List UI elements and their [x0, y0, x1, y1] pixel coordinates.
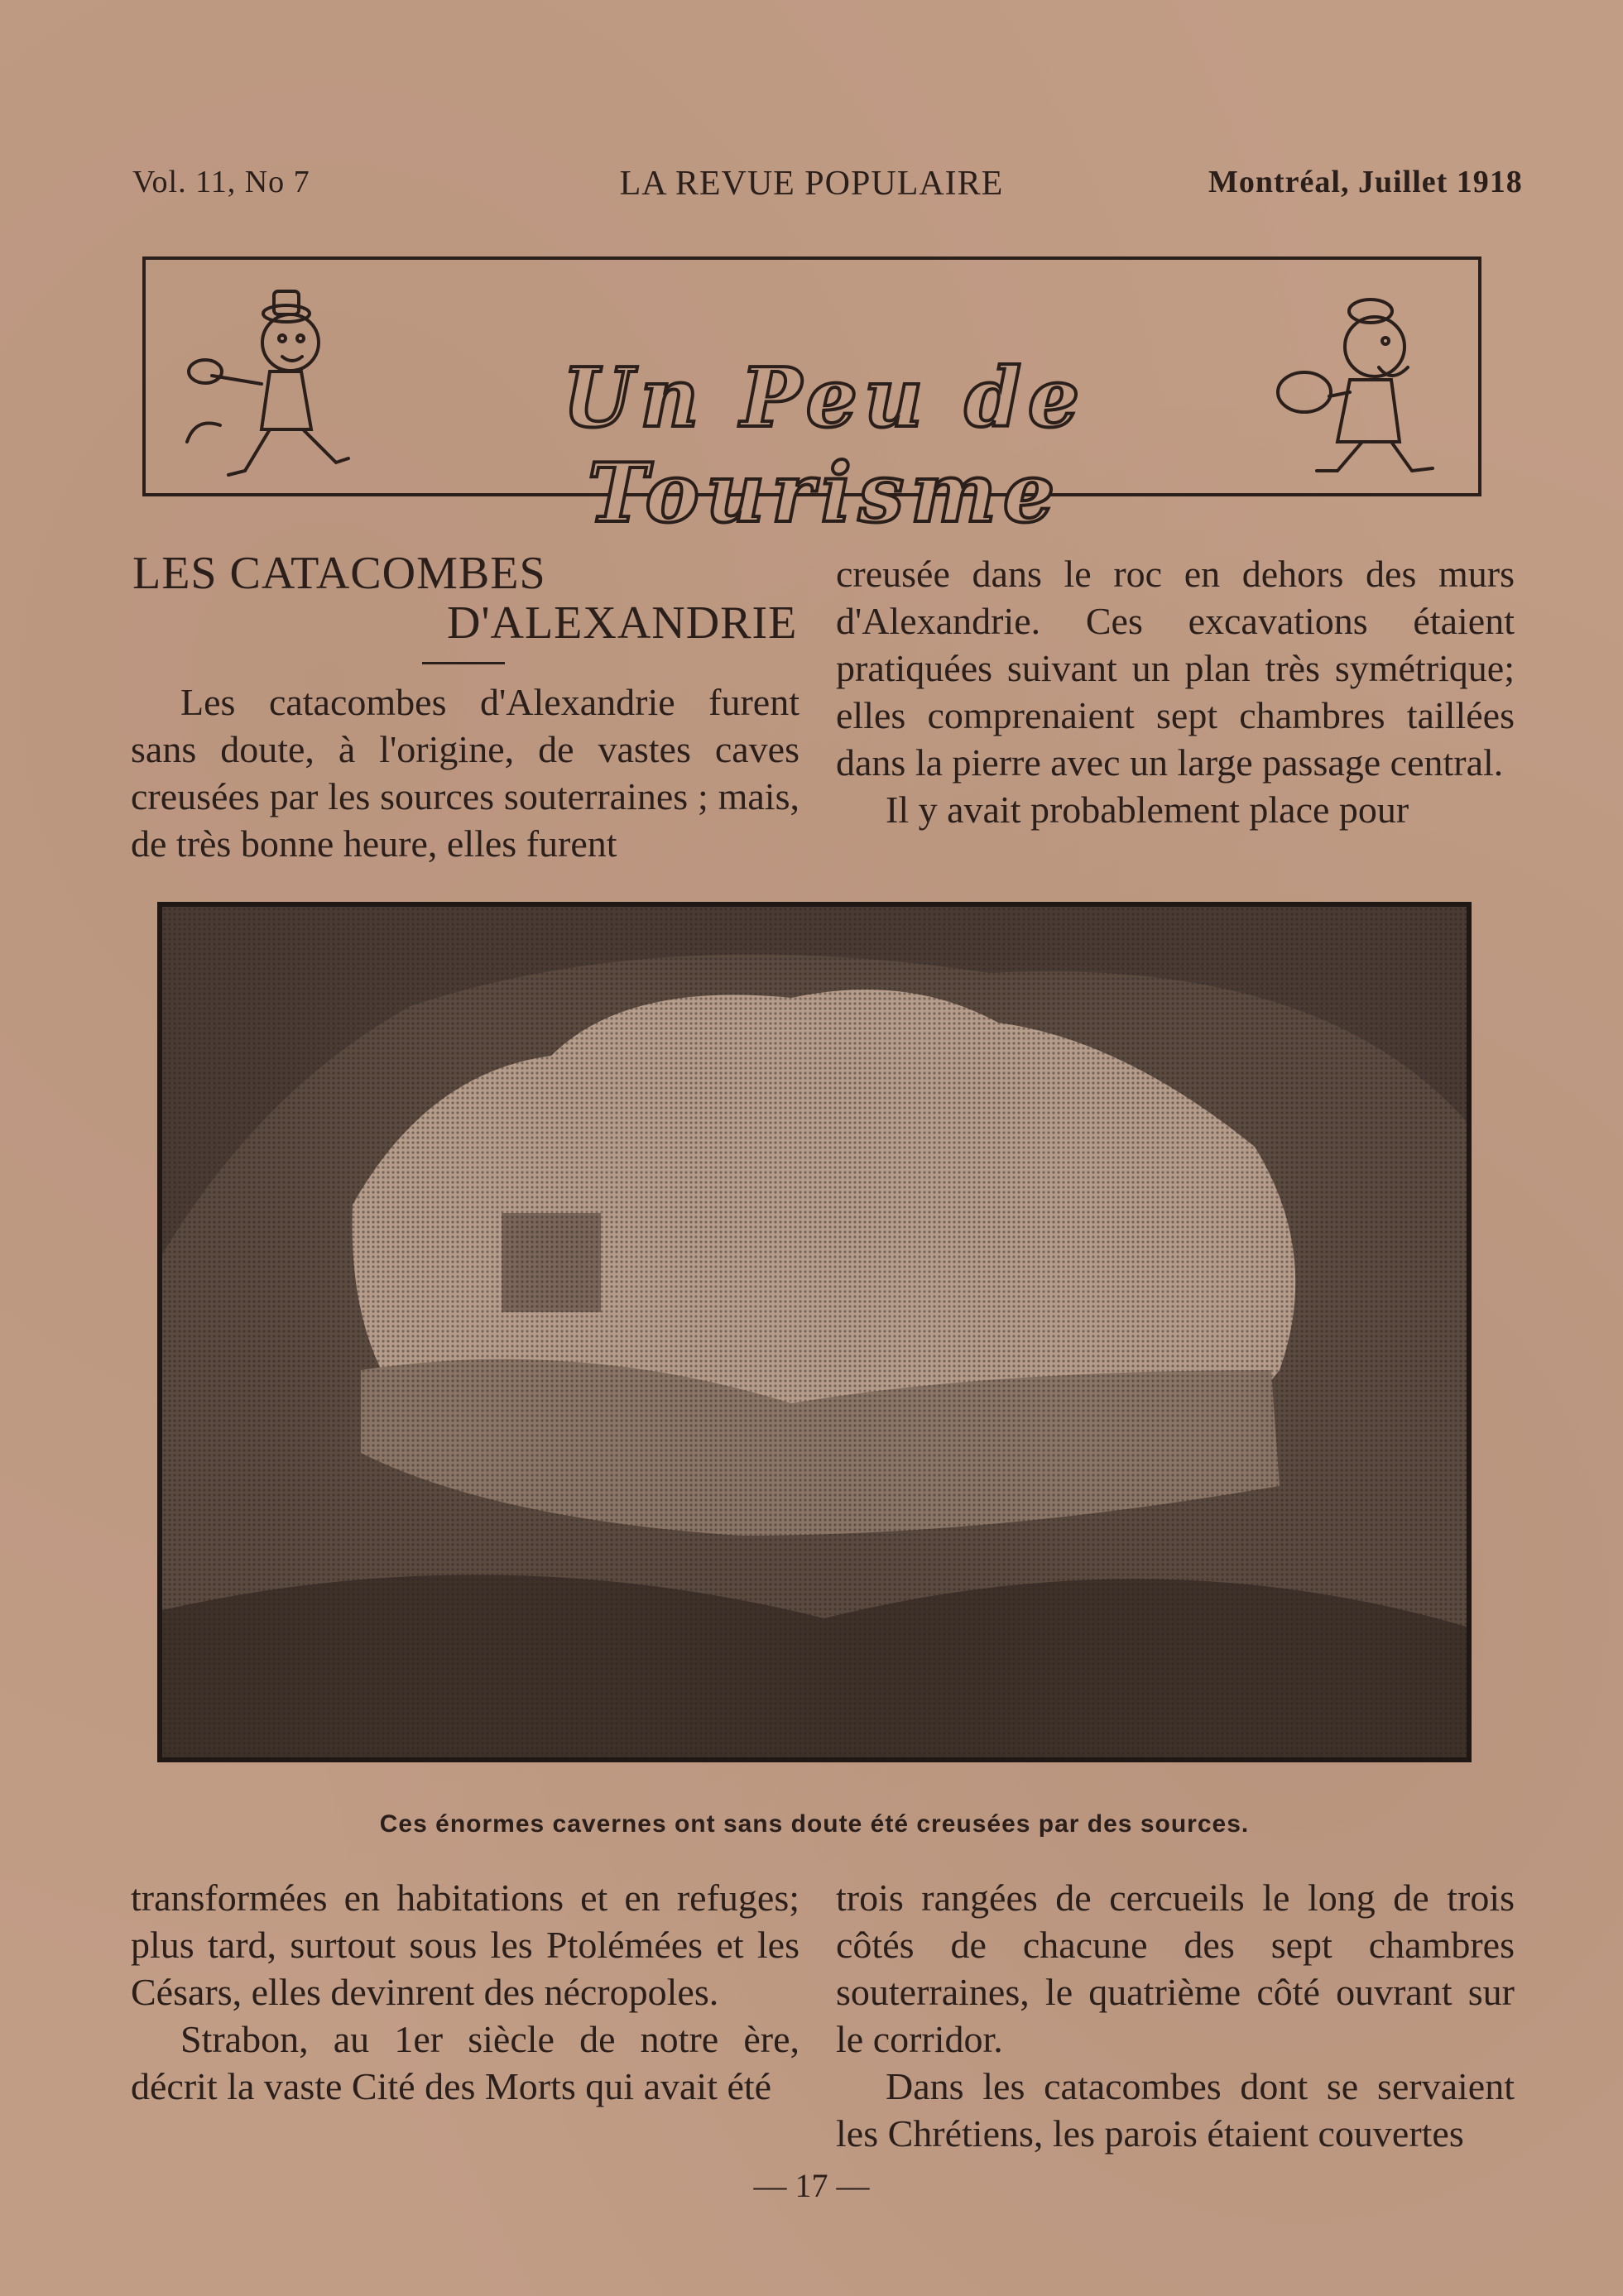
left-tourist-illustration [179, 276, 369, 487]
paragraph: trois rangées de cercueils le long de trois côtés de chacune des sept chambres souterraines, le quatrième côté ouvrant sur le corridor. [836, 1877, 1515, 2060]
column-left-top [131, 678, 799, 867]
column-left-bottom [131, 1874, 799, 2110]
page-number: — 17 — [753, 2167, 870, 2204]
paragraph: Strabon, au 1er siècle de notre ère, décrit la vaste Cité des Morts qui avait été [131, 2018, 799, 2107]
issue-number: Vol. 11, No 7 [132, 165, 310, 199]
section-title: Un Peu de Tourisme [562, 351, 1087, 541]
photo-caption: Ces énormes cavernes ont sans doute été creusées par des sources. [379, 1810, 1250, 1838]
article-title-line1: LES CATACOMBES [132, 548, 546, 599]
paragraph: Les catacombes d'Alexandrie furent sans doute, à l'origine, de vastes caves creusées par les sources souterraines ; mais, de très bonne heure, elles furent [131, 681, 799, 865]
section-banner [142, 256, 1481, 541]
article-title-line2: D'ALEXANDRIE [447, 597, 798, 649]
title-rule [422, 662, 505, 664]
place-date: Montréal, Juillet 1918 [1208, 165, 1523, 199]
paragraph: creusée dans le roc en dehors des murs d'Alexandrie. Ces excavations étaient pratiquées suivant un plan très symétrique; elles comprenaient sept chambres taillées dans la pierre avec un large passage central. [836, 553, 1515, 784]
catacombs-photograph [157, 902, 1472, 1762]
right-tourist-illustration [1255, 276, 1462, 487]
publication-title: LA REVUE POPULAIRE [619, 165, 1004, 203]
paragraph: Il y avait probablement place pour [886, 789, 1409, 831]
paragraph: Dans les catacombes dont se servaient les Chrétiens, les parois étaient couvertes [836, 2065, 1515, 2155]
paragraph: transformées en habitations et en refuges; plus tard, surtout sous les Ptolémées et les Césars, elles devinrent des nécropoles. [131, 1877, 799, 2013]
column-right-top [836, 550, 1515, 833]
column-right-bottom [836, 1874, 1515, 2157]
